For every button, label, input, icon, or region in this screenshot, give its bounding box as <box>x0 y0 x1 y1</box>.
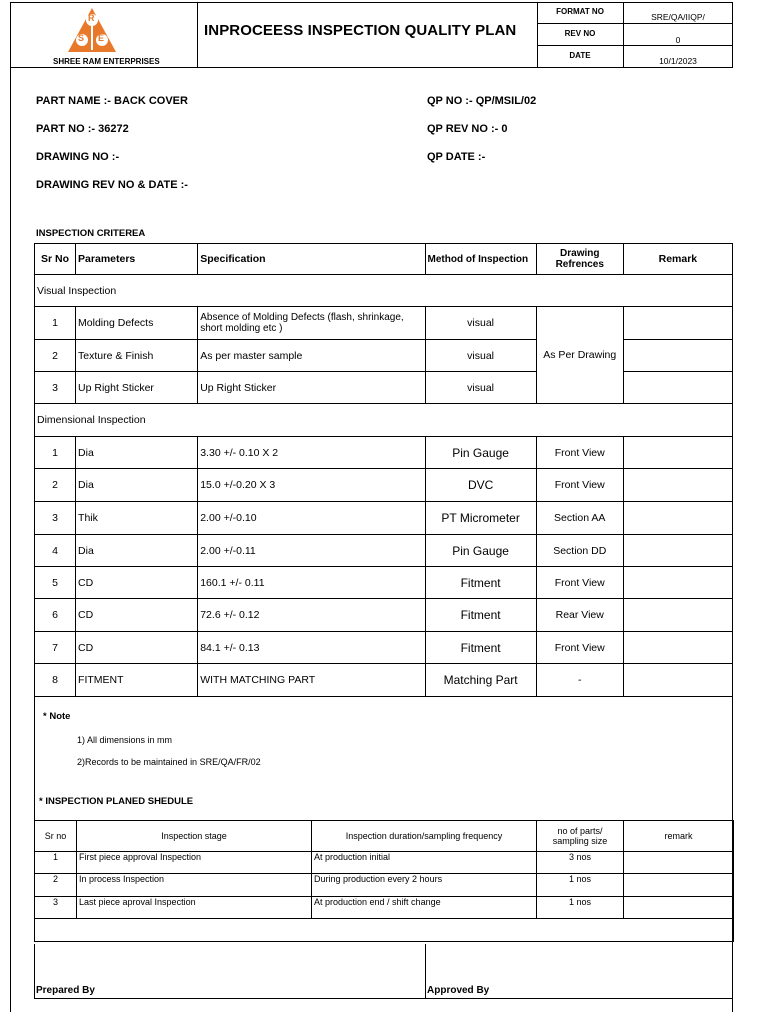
logo-letter-s: S <box>78 33 85 43</box>
table-row <box>35 437 733 469</box>
cell-sr: 5 <box>35 567 76 599</box>
logo-letter-r: R <box>88 13 95 23</box>
visual-section-row <box>35 275 733 307</box>
header-drawing-ref: Drawing Refrences <box>536 244 623 275</box>
cell-freq: During production every 2 hours <box>312 874 537 897</box>
cell-method: Fitment <box>425 632 536 664</box>
cell-ref: Front View <box>536 632 623 664</box>
cell-param: Molding Defects <box>76 307 198 340</box>
cell-stage: First piece approval Inspection <box>77 852 312 874</box>
visual-section-label: Visual Inspection <box>35 275 733 307</box>
cell-spec: 3.30 +/- 0.10 X 2 <box>198 437 425 469</box>
cell-method: visual <box>425 307 536 340</box>
cell-size: 3 nos <box>537 852 624 874</box>
table-row <box>35 632 733 664</box>
cell-spec: 160.1 +/- 0.11 <box>198 567 425 599</box>
schedule-title: * INSPECTION PLANED SHEDULE <box>39 796 194 807</box>
cell-param: Dia <box>76 535 198 567</box>
prepared-by-label: Prepared By <box>36 985 95 996</box>
cell-param: Thik <box>76 502 198 535</box>
note-title: * Note <box>43 711 71 722</box>
cell-param: CD <box>76 632 198 664</box>
cell-remark <box>623 502 732 535</box>
cell-remark <box>624 874 734 897</box>
schedule-table <box>34 820 734 942</box>
sched-header-remark: remark <box>624 821 734 852</box>
cell-sr: 1 <box>35 307 76 340</box>
cell-ref: Section AA <box>536 502 623 535</box>
company-logo <box>66 6 118 54</box>
table-row <box>35 307 733 340</box>
schedule-row <box>35 897 734 919</box>
cell-method: Fitment <box>425 599 536 632</box>
table-row <box>35 567 733 599</box>
cell-param: Dia <box>76 469 198 502</box>
cell-spec: As per master sample <box>198 340 425 372</box>
cell-stage: Last piece aproval Inspection <box>77 897 312 919</box>
table-row <box>35 340 733 372</box>
cell-freq: At production end / shift change <box>312 897 537 919</box>
header-method: Method of Inspection <box>425 244 536 275</box>
cell-param: Dia <box>76 437 198 469</box>
cell-method: visual <box>425 340 536 372</box>
dimensional-section-row <box>35 404 733 437</box>
qp-no: QP NO :- QP/MSIL/02 <box>427 95 537 107</box>
cell-remark <box>623 535 732 567</box>
document-title: INPROCEESS INSPECTION QUALITY PLAN <box>204 22 517 39</box>
cell-remark <box>623 307 732 340</box>
cell-remark <box>623 469 732 502</box>
drawing-rev: DRAWING REV NO & DATE :- <box>36 179 188 191</box>
sched-header-freq: Inspection duration/sampling frequency <box>312 821 537 852</box>
cell-method: Matching Part <box>425 664 536 697</box>
rev-no-value: 0 <box>675 35 681 45</box>
schedule-empty-row <box>35 919 734 942</box>
criteria-header-row <box>35 244 733 275</box>
note-item: 1) All dimensions in mm <box>77 735 173 745</box>
cell-size: 1 nos <box>537 897 624 919</box>
cell-remark <box>623 437 732 469</box>
cell-method: DVC <box>425 469 536 502</box>
cell-sr: 7 <box>35 632 76 664</box>
cell-spec: 84.1 +/- 0.13 <box>198 632 425 664</box>
drawing-no: DRAWING NO :- <box>36 151 120 163</box>
part-name: PART NAME :- BACK COVER <box>36 95 188 107</box>
cell-param: CD <box>76 567 198 599</box>
cell-sr: 1 <box>35 852 77 874</box>
cell-spec: 2.00 +/-0.10 <box>198 502 425 535</box>
cell-ref: Rear View <box>536 599 623 632</box>
table-row <box>35 535 733 567</box>
cell-sr: 4 <box>35 535 76 567</box>
cell-spec: 2.00 +/-0.11 <box>198 535 425 567</box>
header-parameters: Parameters <box>76 244 198 275</box>
sched-header-size: no of parts/ sampling size <box>537 821 624 852</box>
header-specification: Specification <box>198 244 425 275</box>
cell-sr: 2 <box>35 469 76 502</box>
cell-ref: Section DD <box>536 535 623 567</box>
qp-date: QP DATE :- <box>427 151 486 163</box>
sched-header-stage: Inspection stage <box>77 821 312 852</box>
cell-remark <box>623 599 732 632</box>
cell-drawing-ref-merged: As Per Drawing <box>536 307 623 404</box>
cell-method: Pin Gauge <box>425 535 536 567</box>
cell-ref: Front View <box>536 469 623 502</box>
cell-sr: 8 <box>35 664 76 697</box>
cell-remark <box>623 340 732 372</box>
cell-spec: Absence of Molding Defects (flash, shrinkage, short molding etc ) <box>198 307 425 340</box>
empty-cell <box>35 919 734 942</box>
criteria-title: INSPECTION CRITEREA <box>36 228 146 239</box>
table-row <box>35 664 733 697</box>
cell-param: Up Right Sticker <box>76 372 198 404</box>
format-no-label: FORMAT NO <box>556 7 604 16</box>
cell-remark <box>624 897 734 919</box>
dimensional-section-label: Dimensional Inspection <box>35 404 733 437</box>
cell-remark <box>623 664 732 697</box>
logo-letter-e: E <box>98 33 105 43</box>
cell-ref: Front View <box>536 567 623 599</box>
date-value: 10/1/2023 <box>659 56 697 66</box>
cell-param: CD <box>76 599 198 632</box>
table-row <box>35 469 733 502</box>
cell-freq: At production initial <box>312 852 537 874</box>
approved-by-label: Approved By <box>427 985 490 996</box>
cell-spec: 15.0 +/-0.20 X 3 <box>198 469 425 502</box>
cell-method: Pin Gauge <box>425 437 536 469</box>
cell-remark <box>624 852 734 874</box>
table-row <box>35 599 733 632</box>
date-label: DATE <box>569 51 591 60</box>
note-item: 2)Records to be maintained in SRE/QA/FR/02 <box>77 757 261 767</box>
cell-method: PT Micrometer <box>425 502 536 535</box>
schedule-row <box>35 852 734 874</box>
cell-param: Texture & Finish <box>76 340 198 372</box>
company-name: SHREE RAM ENTERPRISES <box>53 57 160 66</box>
cell-sr: 3 <box>35 897 77 919</box>
cell-sr: 1 <box>35 437 76 469</box>
cell-spec: 72.6 +/- 0.12 <box>198 599 425 632</box>
criteria-table <box>34 243 733 697</box>
cell-size: 1 nos <box>537 874 624 897</box>
cell-sr: 2 <box>35 874 77 897</box>
table-row <box>35 502 733 535</box>
cell-sr: 3 <box>35 372 76 404</box>
cell-sr: 3 <box>35 502 76 535</box>
cell-spec: WITH MATCHING PART <box>198 664 425 697</box>
rev-no-label: REV NO <box>564 29 596 38</box>
qp-rev: QP REV NO :- 0 <box>427 123 508 135</box>
header-sr-no: Sr No <box>35 244 76 275</box>
cell-ref: - <box>536 664 623 697</box>
part-no: PART NO :- 36272 <box>36 123 129 135</box>
cell-spec: Up Right Sticker <box>198 372 425 404</box>
schedule-row <box>35 874 734 897</box>
cell-method: visual <box>425 372 536 404</box>
cell-remark <box>623 372 732 404</box>
cell-method: Fitment <box>425 567 536 599</box>
table-row <box>35 372 733 404</box>
sched-header-sr: Sr no <box>35 821 77 852</box>
cell-stage: In process Inspection <box>77 874 312 897</box>
cell-ref: Front View <box>536 437 623 469</box>
cell-sr: 2 <box>35 340 76 372</box>
cell-param: FITMENT <box>76 664 198 697</box>
schedule-header-row <box>35 821 734 852</box>
cell-remark <box>623 632 732 664</box>
cell-remark <box>623 567 732 599</box>
header-remark: Remark <box>623 244 732 275</box>
format-no-value: SRE/QA/IIQP/ <box>651 12 705 22</box>
cell-sr: 6 <box>35 599 76 632</box>
